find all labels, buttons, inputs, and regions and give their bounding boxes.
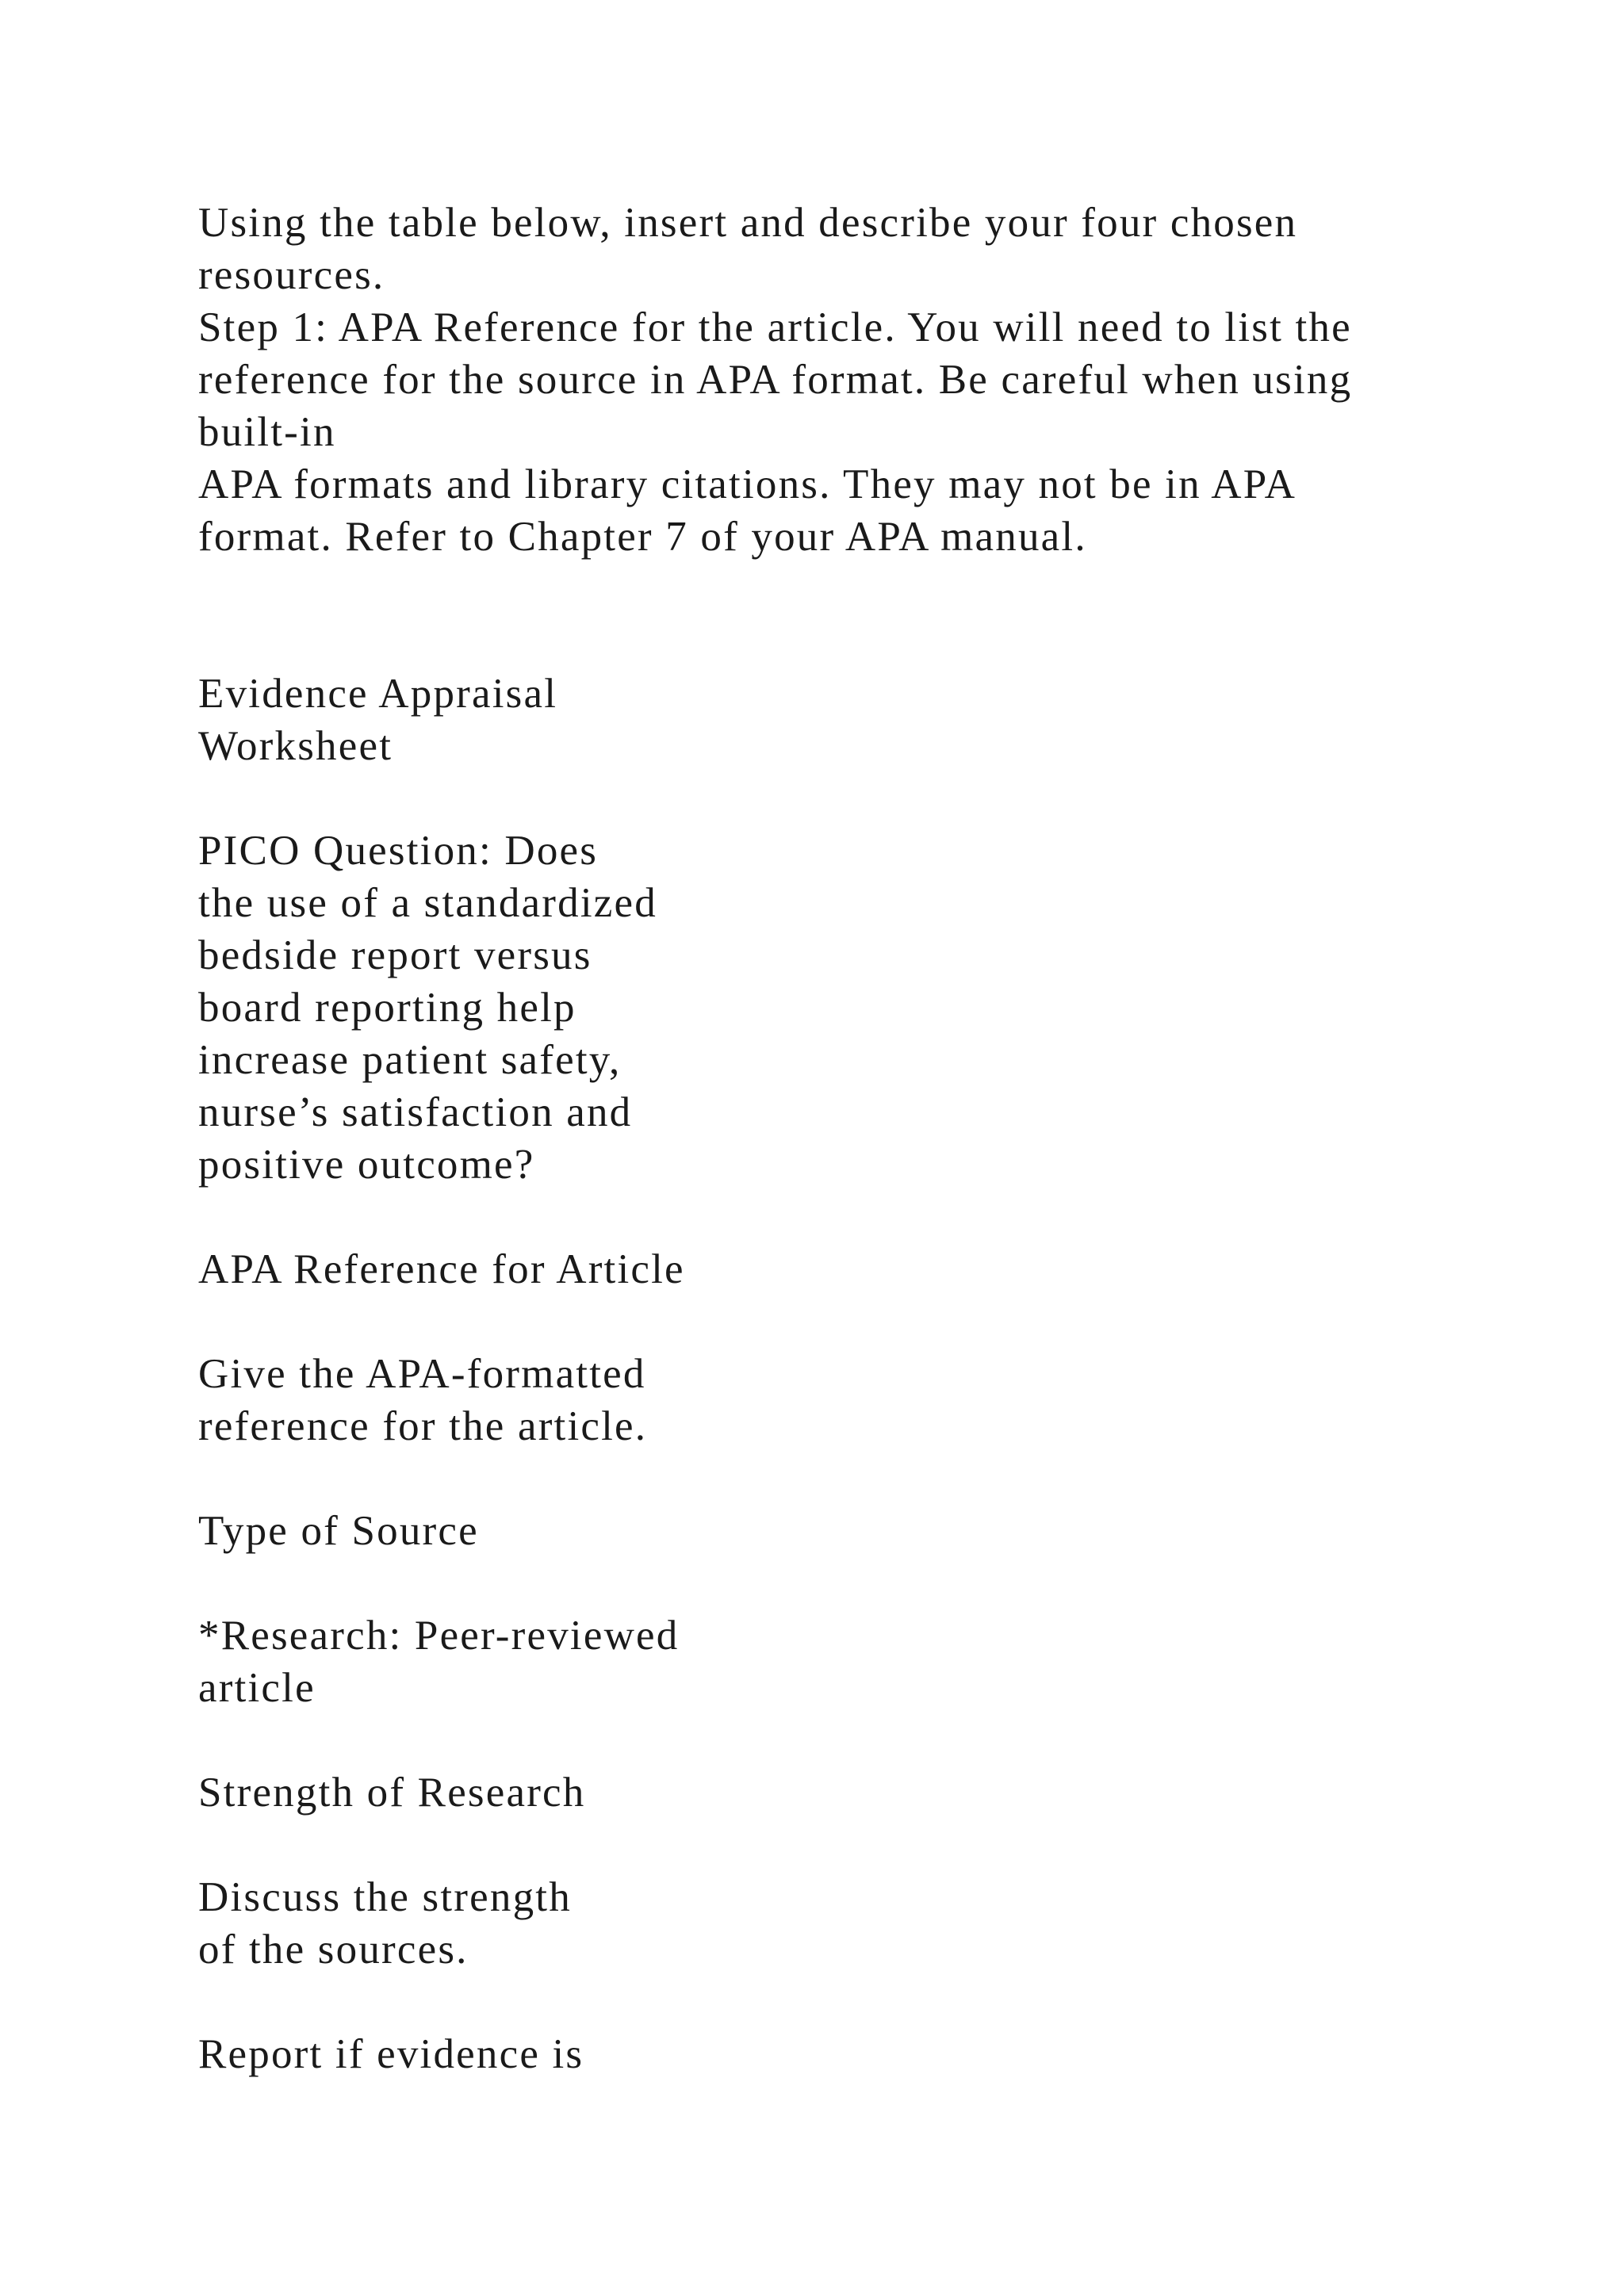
- worksheet-title-line: Evidence Appraisal: [198, 671, 558, 717]
- apa-instruction-line: Give the APA-formatted: [198, 1351, 646, 1397]
- report-line: Report if evidence is: [198, 2031, 584, 2077]
- document-text: [198, 197, 1499, 2080]
- spacer: [198, 1714, 1499, 1766]
- source-type-value-line: article: [198, 1665, 316, 1711]
- intro-line: APA formats and library citations. They may not be in APA: [198, 461, 1297, 507]
- pico-line: nurse’s satisfaction and: [198, 1089, 633, 1135]
- intro-line: Step 1: APA Reference for the article. You will need to list the: [198, 304, 1352, 350]
- pico-line: PICO Question: Does: [198, 828, 599, 874]
- spacer: [198, 1976, 1499, 2028]
- report-line-block: [198, 2028, 1499, 2080]
- pico-line: increase patient safety,: [198, 1037, 622, 1083]
- source-type-heading: [198, 1505, 1499, 1557]
- strength-instruction: [198, 1871, 1499, 1976]
- source-type-heading-line: Type of Source: [198, 1508, 479, 1554]
- strength-heading: [198, 1766, 1499, 1819]
- intro-line: resources.: [198, 252, 385, 298]
- strength-instruction-line: Discuss the strength: [198, 1874, 572, 1920]
- strength-instruction-line: of the sources.: [198, 1927, 469, 1973]
- apa-heading-line: APA Reference for Article: [198, 1246, 685, 1292]
- apa-instruction: [198, 1348, 1499, 1452]
- pico-question: [198, 825, 1499, 1191]
- worksheet-title: [198, 668, 1499, 772]
- spacer: [198, 1191, 1499, 1243]
- spacer: [198, 772, 1499, 825]
- source-type-value: [198, 1609, 1499, 1714]
- pico-line: bedside report versus: [198, 932, 592, 978]
- source-type-value-line: *Research: Peer-reviewed: [198, 1613, 680, 1659]
- pico-line: board reporting help: [198, 985, 576, 1031]
- spacer: [198, 563, 1499, 615]
- spacer: [198, 1819, 1499, 1871]
- worksheet-title-line: Worksheet: [198, 723, 393, 769]
- spacer: [198, 615, 1499, 668]
- intro-paragraph: [198, 197, 1499, 563]
- intro-line: built-in: [198, 409, 336, 455]
- pico-line: positive outcome?: [198, 1142, 535, 1188]
- spacer: [198, 1295, 1499, 1348]
- spacer: [198, 1452, 1499, 1505]
- apa-instruction-line: reference for the article.: [198, 1403, 648, 1449]
- pico-line: the use of a standardized: [198, 880, 657, 926]
- intro-line: format. Refer to Chapter 7 of your APA manual.: [198, 514, 1087, 560]
- intro-line: reference for the source in APA format. Be careful when using: [198, 357, 1353, 403]
- intro-line: Using the table below, insert and describe your four chosen: [198, 200, 1298, 246]
- spacer: [198, 1557, 1499, 1609]
- strength-heading-line: Strength of Research: [198, 1770, 586, 1816]
- apa-heading: [198, 1243, 1499, 1295]
